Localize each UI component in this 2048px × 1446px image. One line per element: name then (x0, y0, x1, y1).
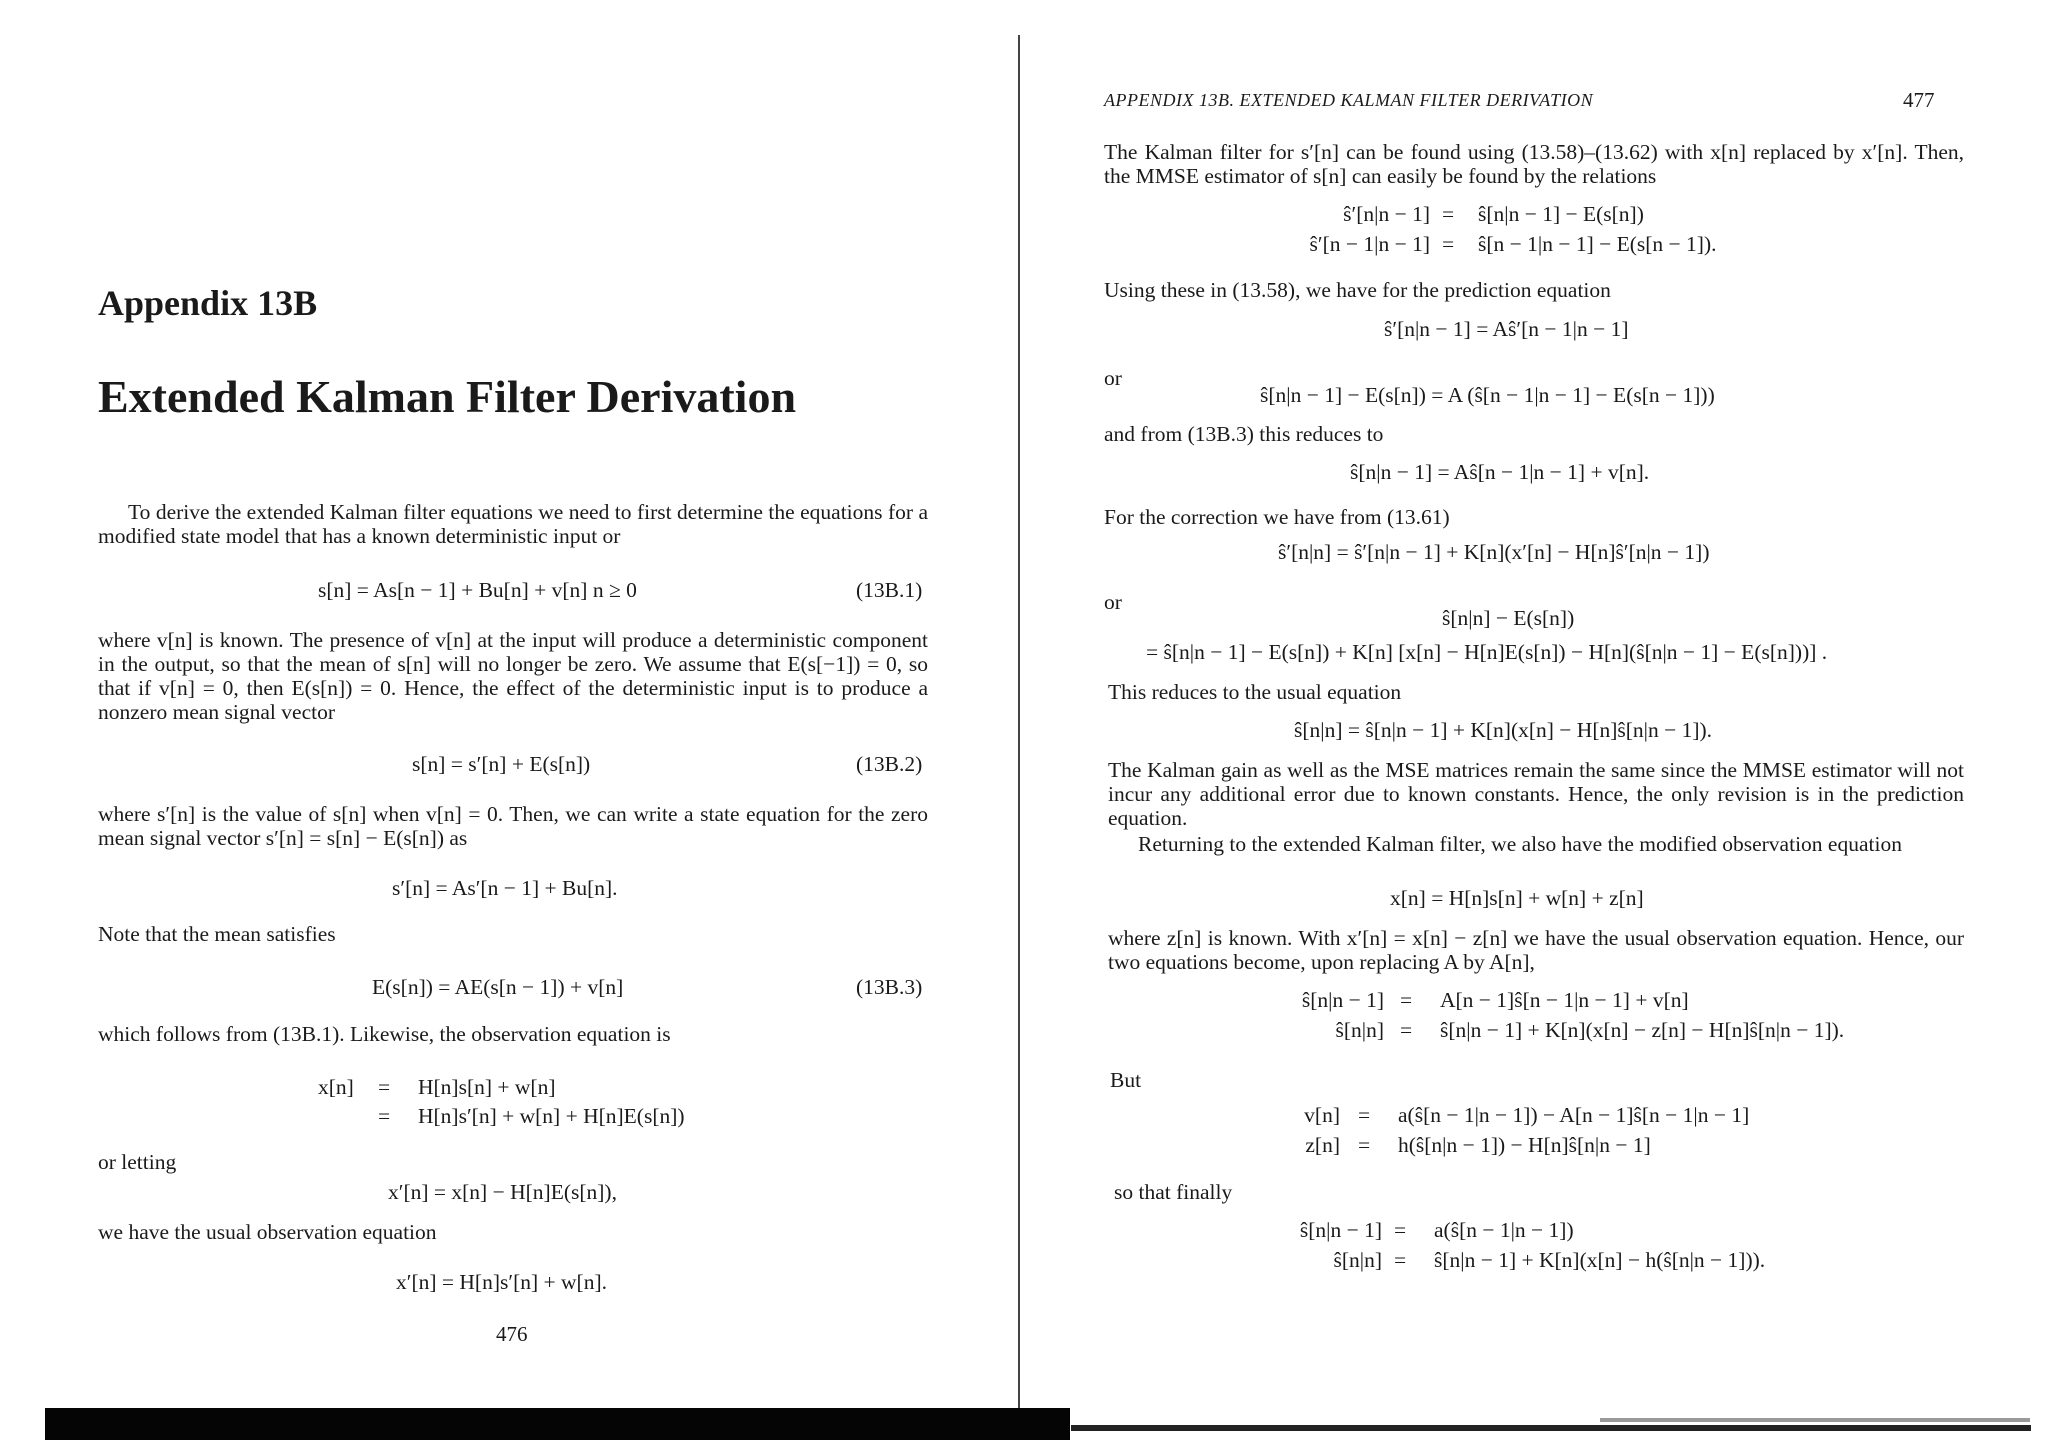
final-1-rhs: a(ŝ[n − 1|n − 1]) (1434, 1218, 1574, 1242)
system-1-eq: = (1400, 988, 1413, 1012)
equation-observation-usual: x′[n] = H[n]s′[n] + w[n]. (396, 1270, 607, 1294)
final-2-rhs: ŝ[n|n − 1] + K[n](x[n] − h(ŝ[n|n − 1])). (1434, 1248, 1766, 1272)
paragraph-usual-equation: This reduces to the usual equation (1108, 680, 1402, 704)
chapter-title: Extended Kalman Filter Derivation (98, 371, 797, 422)
equation-13b1: s[n] = As[n − 1] + Bu[n] + v[n] n ≥ 0 (318, 578, 637, 602)
equation-prediction-prime: ŝ′[n|n − 1] = Aŝ′[n − 1|n − 1] (1384, 317, 1629, 341)
equation-number-13b1: (13B.1) (856, 578, 923, 602)
paragraph-kalman-gain: The Kalman gain as well as the MSE matrices remain the same since the MMSE estimator will not incur any additional error due to known constants. Hence, the only revision is in the prediction equation. (1108, 758, 1964, 830)
paragraph-z-known: where z[n] is known. With x′[n] = x[n] − z[n] we have the usual observation equation. Hence, our two equations become, upon replacing A by A[n], (1108, 926, 1964, 974)
equation-correction-prime: ŝ′[n|n] = ŝ′[n|n − 1] + K[n](x′[n] − H[n]ŝ′[n|n − 1]) (1278, 540, 1710, 564)
equation-13b2: s[n] = s′[n] + E(s[n]) (412, 752, 591, 776)
book-spine (1018, 35, 1020, 1435)
vz-1-lhs: v[n] (1304, 1103, 1340, 1127)
paragraph-returning: Returning to the extended Kalman filter, we also have the modified observation equation (1138, 832, 1902, 856)
paragraph-deterministic: where v[n] is known. The presence of v[n] at the input will produce a deterministic component in the output, so that the mean of s[n] will no longer be zero. We assume that E(s[−1]) = 0, so that if v[n] = 0, then E(s[n]) = 0. Hence, the effect of the deterministic input is to produce a nonzero mean signal vector (98, 628, 928, 724)
paragraph-using-these: Using these in (13.58), we have for the prediction equation (1104, 278, 1611, 302)
relation-2-eq: = (1442, 232, 1455, 256)
relation-1-lhs: ŝ′[n|n − 1] (1343, 202, 1430, 226)
text-or-1: or (1104, 366, 1122, 390)
equation-number-13b2: (13B.2) (856, 752, 923, 776)
scan-shadow-left (45, 1408, 1070, 1440)
observation-eq-sign-1: = (378, 1075, 391, 1099)
vz-1-eq: = (1358, 1103, 1371, 1127)
paragraph-usual-observation: we have the usual observation equation (98, 1220, 437, 1244)
text-or-2: or (1104, 590, 1122, 614)
system-2-lhs: ŝ[n|n] (1335, 1018, 1384, 1042)
vz-2-rhs: h(ŝ[n|n − 1]) − H[n]ŝ[n|n − 1] (1398, 1133, 1651, 1157)
relation-2-rhs: ŝ[n − 1|n − 1] − E(s[n − 1]). (1478, 232, 1717, 256)
relation-1-rhs: ŝ[n|n − 1] − E(s[n]) (1478, 202, 1644, 226)
text-so-finally: so that finally (1114, 1180, 1233, 1204)
running-head: APPENDIX 13B. EXTENDED KALMAN FILTER DERIVATION (1104, 90, 1594, 110)
intro-paragraph: To derive the extended Kalman filter equations we need to first determine the equations for a modified state model that has a known deterministic input or (98, 500, 928, 548)
relation-1-eq: = (1442, 202, 1455, 226)
scan-shadow-right (1071, 1425, 2031, 1431)
paragraph-mean-satisfies: Note that the mean satisfies (98, 922, 336, 946)
observation-lhs: x[n] (318, 1075, 354, 1099)
equation-number-13b3: (13B.3) (856, 975, 923, 999)
vz-2-eq: = (1358, 1133, 1371, 1157)
relation-2-lhs: ŝ′[n − 1|n − 1] (1309, 232, 1430, 256)
equation-modified-observation: x[n] = H[n]s[n] + w[n] + z[n] (1390, 886, 1644, 910)
equation-correction-mean-a: ŝ[n|n] − E(s[n]) (1442, 606, 1575, 630)
system-1-rhs: A[n − 1]ŝ[n − 1|n − 1] + v[n] (1440, 988, 1689, 1012)
equation-state-prime: s′[n] = As′[n − 1] + Bu[n]. (392, 876, 618, 900)
observation-rhs-2: H[n]s′[n] + w[n] + H[n]E(s[n]) (418, 1104, 685, 1128)
paragraph-observation: which follows from (13B.1). Likewise, the observation equation is (98, 1022, 671, 1046)
equation-correction-final: ŝ[n|n] = ŝ[n|n − 1] + K[n](x[n] − H[n]ŝ[n|n − 1]). (1294, 718, 1713, 742)
paragraph-reduces: and from (13B.3) this reduces to (1104, 422, 1384, 446)
scan-shadow-right-faint (1600, 1418, 2030, 1422)
observation-eq-sign-2: = (378, 1104, 391, 1128)
equation-prediction-final: ŝ[n|n − 1] = Aŝ[n − 1|n − 1] + v[n]. (1350, 460, 1650, 484)
page-number-right: 477 (1903, 88, 1935, 112)
system-1-lhs: ŝ[n|n − 1] (1301, 988, 1384, 1012)
final-2-eq: = (1394, 1248, 1407, 1272)
equation-prediction-mean: ŝ[n|n − 1] − E(s[n]) = A (ŝ[n − 1|n − 1] − E(s[n − 1])) (1260, 383, 1715, 407)
paragraph-kalman-prime: The Kalman filter for s′[n] can be found using (13.58)–(13.62) with x[n] replaced by x′[n]. Then, the MMSE estimator of s[n] can easily be found by the relations (1104, 140, 1964, 188)
equation-13b3: E(s[n]) = AE(s[n − 1]) + v[n] (372, 975, 624, 999)
paragraph-correction: For the correction we have from (13.61) (1104, 505, 1450, 529)
right-page (1022, 0, 2048, 1446)
observation-rhs-1: H[n]s[n] + w[n] (418, 1075, 556, 1099)
appendix-label: Appendix 13B (98, 283, 318, 323)
final-1-eq: = (1394, 1218, 1407, 1242)
vz-2-lhs: z[n] (1305, 1133, 1340, 1157)
system-2-eq: = (1400, 1018, 1413, 1042)
final-1-lhs: ŝ[n|n − 1] (1299, 1218, 1382, 1242)
paragraph-zero-mean: where s′[n] is the value of s[n] when v[n] = 0. Then, we can write a state equation for the zero mean signal vector s′[n] = s[n] − E(s[n]) as (98, 802, 928, 850)
left-page (0, 0, 1020, 1446)
equation-correction-mean-b: = ŝ[n|n − 1] − E(s[n]) + K[n] [x[n] − H[n]E(s[n]) − H[n](ŝ[n|n − 1] − E(s[n]))] . (1146, 640, 1828, 664)
final-2-lhs: ŝ[n|n] (1333, 1248, 1382, 1272)
vz-1-rhs: a(ŝ[n − 1|n − 1]) − A[n − 1]ŝ[n − 1|n − 1] (1398, 1103, 1750, 1127)
paragraph-or-letting: or letting (98, 1150, 177, 1174)
system-2-rhs: ŝ[n|n − 1] + K[n](x[n] − z[n] − H[n]ŝ[n|n − 1]). (1440, 1018, 1845, 1042)
page-number-left: 476 (496, 1322, 528, 1346)
equation-x-prime: x′[n] = x[n] − H[n]E(s[n]), (388, 1180, 617, 1204)
text-but: But (1110, 1068, 1142, 1092)
